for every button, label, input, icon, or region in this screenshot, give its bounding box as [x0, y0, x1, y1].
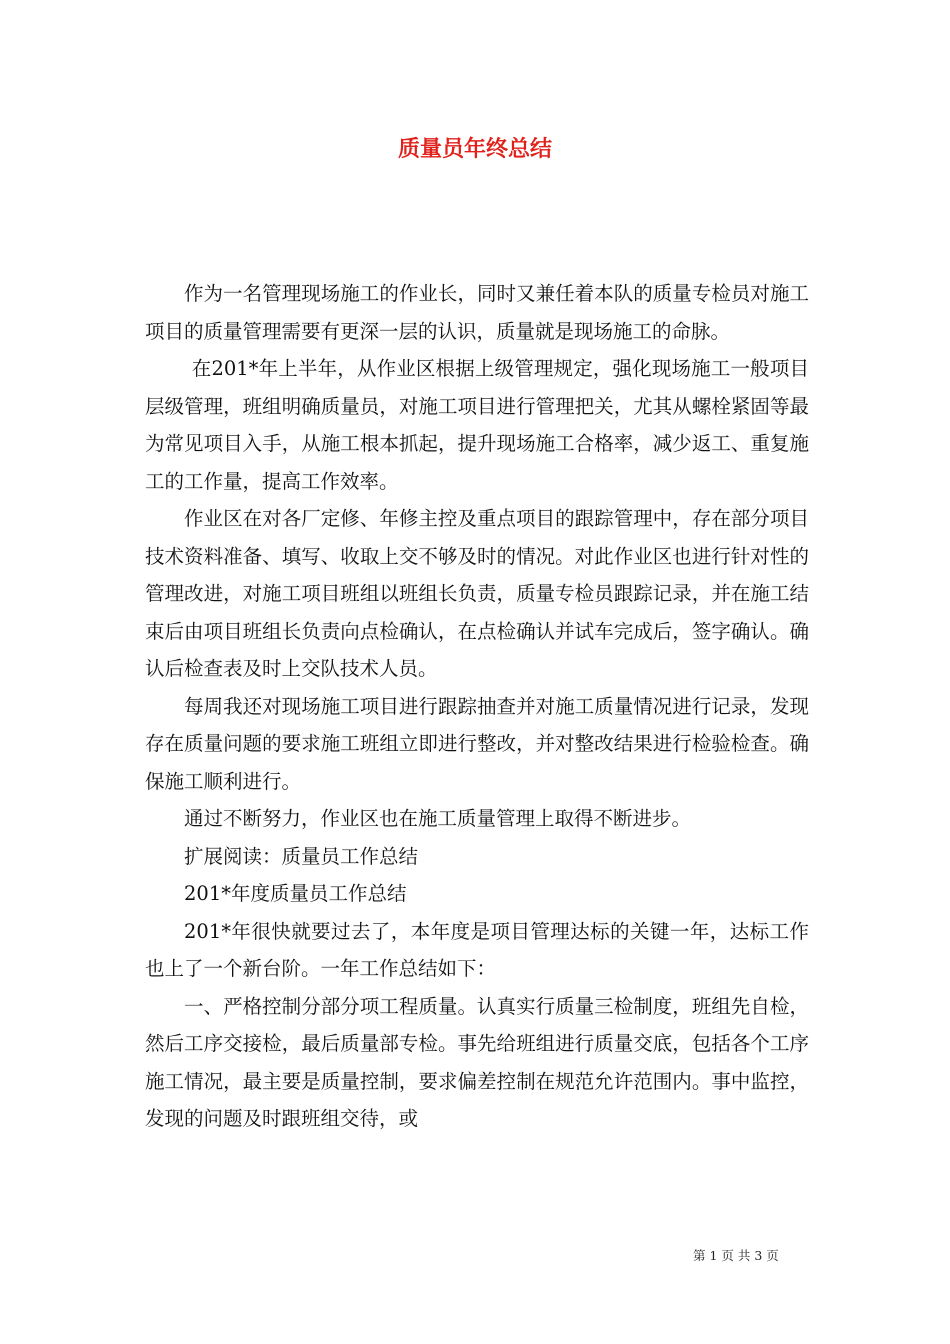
paragraph-progress: 通过不断努力，作业区也在施工质量管理上取得不断进步。: [184, 807, 692, 830]
paragraph-extended-reading: 扩展阅读：质量员工作总结: [184, 844, 419, 868]
paragraph-first-half: 在201*年上半年，从作业区根据上级管理规定，强化现场施工一般项目层级管理，班组明确质量员，对施工项目进行管理把关，尤其从螺栓紧固等最为常见项目入手，从施工根本抓起，提升现场施工合格率，减少返工、重复施工的工作量，提高工作效率。: [145, 357, 809, 493]
paragraph-quality-control: 一、严格控制分部分项工程质量。认真实行质量三检制度，班组先自检，然后工序交接检，最后质量部专检。事先给班组进行质量交底，包括各个工序施工情况，最主要是质量控制，要求偏差控制在规范允许范围内。事中监控，发现的问题及时跟班组交待，或: [145, 994, 809, 1130]
paragraph-intro: 作为一名管理现场施工的作业长，同时又兼任着本队的质量专检员对施工项目的质量管理需要有更深一层的认识，质量就是现场施工的命脉。: [145, 282, 809, 343]
paragraph-weekly-inspection: 每周我还对现场施工项目进行跟踪抽查并对施工质量情况进行记录，发现存在质量问题的要求施工班组立即进行整改，并对整改结果进行检验检查。确保施工顺利进行。: [145, 694, 809, 793]
paragraph-year-summary: 201*年很快就要过去了，本年度是项目管理达标的关键一年，达标工作也上了一个新台阶。一年工作总结如下：: [145, 919, 809, 980]
paragraph-tracking-management: 作业区在对各厂定修、年修主控及重点项目的跟踪管理中，存在部分项目技术资料准备、填写、收取上交不够及时的情况。对此作业区也进行针对性的管理改进，对施工项目班组以班组长负责，质量专检员跟踪记录，并在施工结束后由项目班组长负责向点检确认，在点检确认并试车完成后，签字确认。确认后检查表及时上交队技术人员。: [145, 507, 809, 680]
paragraph-subtitle: 201*年度质量员工作总结: [184, 882, 407, 905]
page-title: 质量员年终总结: [397, 136, 552, 162]
page-number: 第 1 页 共 3 页: [693, 1248, 779, 1263]
document-body: [145, 275, 809, 1138]
